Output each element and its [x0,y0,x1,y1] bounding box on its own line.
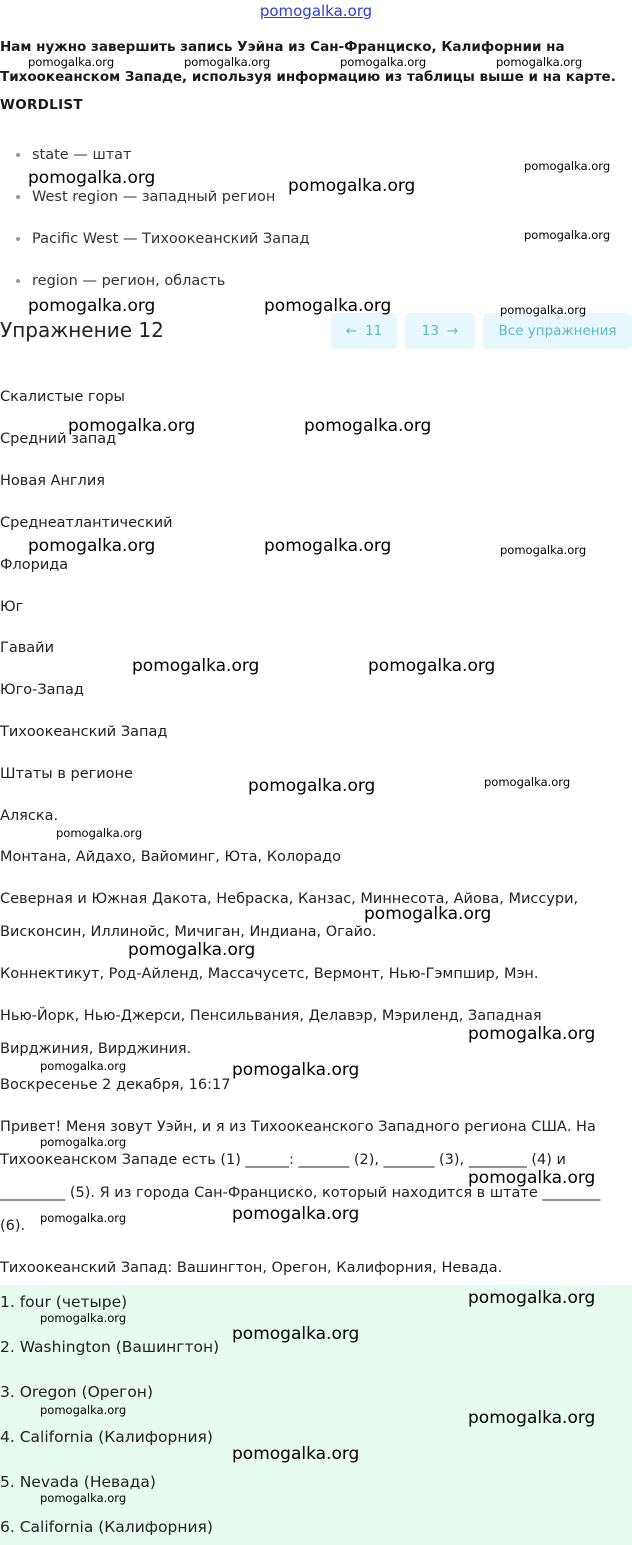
region-line: Юго-Запад [0,682,84,698]
watermark: pomogalka.org [40,1311,127,1325]
arrow-left-icon: ← [345,323,358,339]
watermark: pomogalka.org [28,536,156,556]
answer-item: 3. Oregon (Орегон) [0,1383,153,1401]
watermark: pomogalka.org [232,1204,360,1224]
post-date: Воскресенье 2 декабря, 16:17 [0,1077,231,1093]
region-line: Средний запад [0,431,117,447]
watermark: pomogalka.org [500,303,587,317]
exercise-title: Упражнение 12 [0,318,164,342]
region-line: Среднеатлантический [0,515,173,531]
states-mid-atlantic: Нью-Йорк, Нью-Джерси, Пенсильвания, Делавэр, Мэриленд, Западная Вирджиния, Вирджиния. [0,1008,542,1057]
watermark: pomogalka.org [28,55,115,69]
watermark: pomogalka.org [40,1403,127,1417]
prev-exercise-button[interactable]: ← 11 [331,313,397,349]
answer-item: 2. Washington (Вашингтон) [0,1338,220,1356]
bullet-icon [16,237,20,241]
bullet-icon [16,153,20,157]
watermark: pomogalka.org [40,1491,127,1505]
wordlist-item: state — штат [16,147,132,163]
watermark: pomogalka.org [484,775,571,789]
watermark: pomogalka.org [496,55,583,69]
watermark: pomogalka.org [68,416,196,436]
arrow-right-icon: → [446,323,459,339]
all-exercises-button[interactable]: Все упражнения [483,313,632,349]
watermark: pomogalka.org [40,1211,127,1225]
region-line: Тихоокеанский Запад [0,724,168,740]
watermark: pomogalka.org [232,1060,360,1080]
watermark: pomogalka.org [248,776,376,796]
answer-item: 6. California (Калифорния) [0,1518,213,1536]
watermark: pomogalka.org [28,296,156,316]
answer-item: 5. Nevada (Невада) [0,1473,156,1491]
watermark: pomogalka.org [364,904,492,924]
watermark: pomogalka.org [468,1024,596,1044]
region-line: Новая Англия [0,473,105,489]
bullet-icon [16,195,20,199]
post-text: Привет! Меня зовут Уэйн, и я из Тихоокеанского Западного региона США. На Тихоокеанском Западе есть (1) ______: _______ (2), _______ (3), ________ (4) и _________ (5). Я из города Сан-Франциско, который находится в штате ________ (6). [0,1119,601,1234]
region-line: Флорида [0,557,69,573]
region-line: Монтана, Айдахо, Вайоминг, Юта, Колорадо [0,849,342,865]
watermark: pomogalka.org [468,1168,596,1188]
wordlist-item: West region — западный регион [16,189,275,205]
watermark: pomogalka.org [500,543,587,557]
states-new-england: Коннектикут, Род-Айленд, Массачусетс, Вермонт, Нью-Гэмпшир, Мэн. [0,966,539,982]
watermark: pomogalka.org [232,1444,360,1464]
region-line: Юг [0,599,24,615]
watermark: pomogalka.org [264,296,392,316]
wordlist-title: WORDLIST [0,97,83,113]
watermark: pomogalka.org [524,228,611,242]
watermark: pomogalka.org [468,1408,596,1428]
watermark: pomogalka.org [468,1288,596,1308]
answer-item: 1. four (четыре) [0,1293,128,1311]
bullet-icon [16,279,20,283]
watermark: pomogalka.org [56,826,143,840]
region-line: Аляска. [0,808,59,824]
watermark: pomogalka.org [184,55,271,69]
region-line: Гавайи [0,640,55,656]
next-exercise-button[interactable]: 13 → [405,313,475,349]
watermark: pomogalka.org [264,536,392,556]
watermark: pomogalka.org [28,168,156,188]
site-link[interactable]: pomogalka.org [259,2,373,20]
watermark: pomogalka.org [128,940,256,960]
watermark: pomogalka.org [340,55,427,69]
answer-item: 4. California (Калифорния) [0,1428,213,1446]
intro-text: Нам нужно завершить запись Уэйна из Сан-Франциско, Калифорнии на Тихоокеанском Западе, используя информацию из таблицы выше и на карте. [0,39,616,85]
watermark: pomogalka.org [40,1059,127,1073]
watermark: pomogalka.org [304,416,432,436]
watermark: pomogalka.org [368,656,496,676]
region-line: Скалистые горы [0,389,125,405]
watermark: pomogalka.org [288,176,416,196]
watermark: pomogalka.org [524,159,611,173]
pacific-states: Тихоокеанский Запад: Вашингтон, Орегон, Калифорния, Невада. [0,1260,503,1276]
region-line: Штаты в регионе [0,766,133,782]
watermark: pomogalka.org [232,1324,360,1344]
watermark: pomogalka.org [40,1135,127,1149]
wordlist-item: region — регион, область [16,273,225,289]
watermark: pomogalka.org [132,656,260,676]
states-midwest: Северная и Южная Дакота, Небраска, Канзас, Миннесота, Айова, Миссури, Висконсин, Иллинойс, Мичиган, Индиана, Огайо. [0,891,579,940]
wordlist-item: Pacific West — Тихоокеанский Запад [16,231,309,247]
